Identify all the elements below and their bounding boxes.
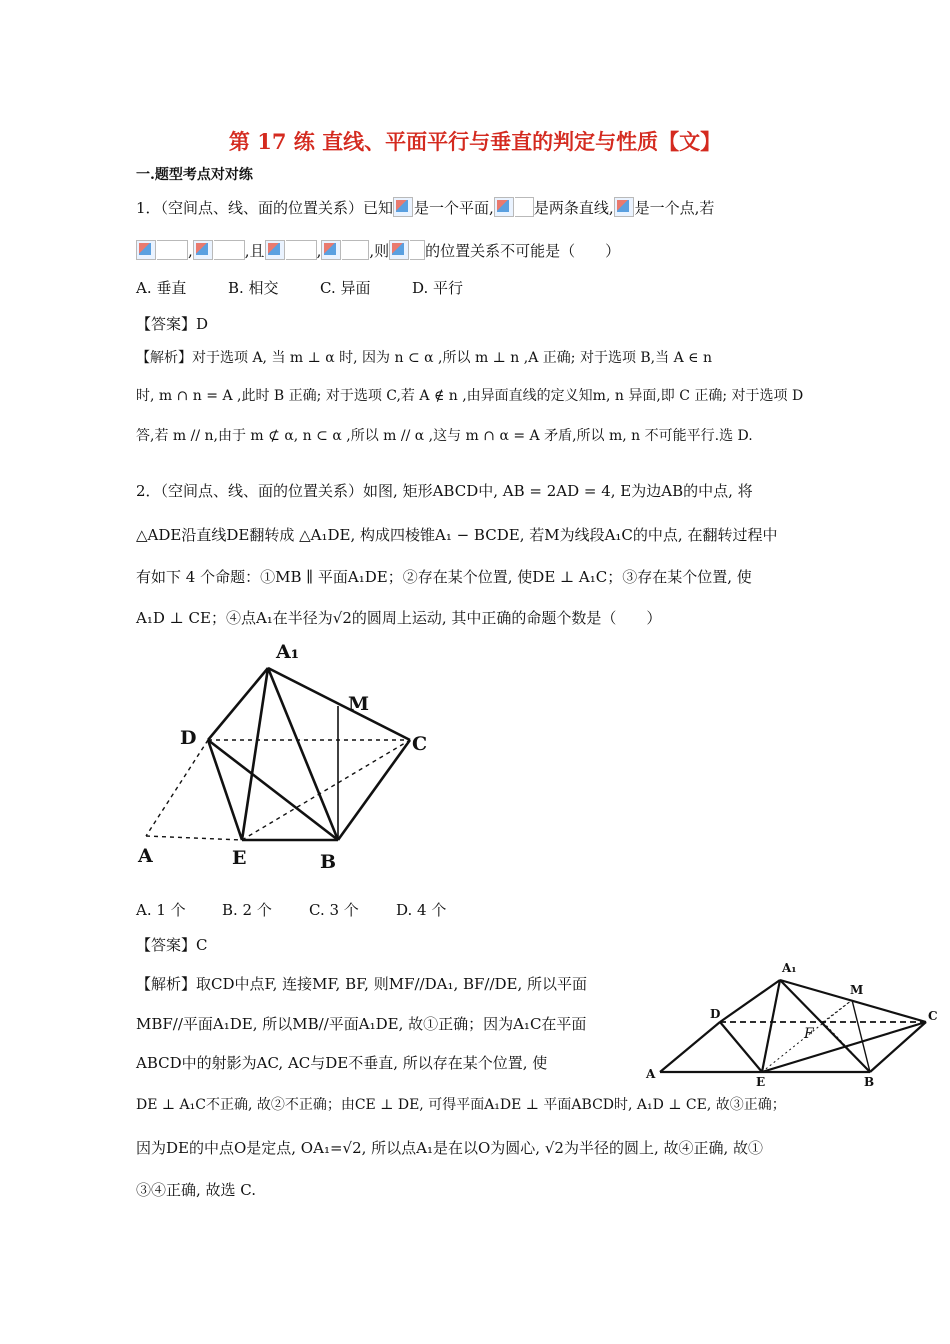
section-heading: 一.题型考点对对练 <box>136 167 253 183</box>
q2-option-b: B. 2 个 <box>222 901 272 919</box>
q1-text: 是两条直线, <box>533 199 614 217</box>
q2-analysis-line: ③④正确, 故选 C. <box>136 1181 257 1199</box>
label-a: A <box>646 1067 656 1081</box>
broken-image-icon <box>393 197 413 217</box>
q2-option-a: A. 1 个 <box>136 901 186 919</box>
label-b: B <box>320 851 337 873</box>
page-title: 第 17 练 直线、平面平行与垂直的判定与性质【文】 <box>228 129 722 154</box>
label-e: E <box>232 847 247 869</box>
q2-option-c: C. 3 个 <box>309 901 359 919</box>
image-box <box>342 240 369 260</box>
q2-answer: 【答案】C <box>136 936 208 954</box>
q1-analysis-line: 【解析】对于选项 A, 当 m ⊥ α 时, 因为 n ⊂ α ,所以 m ⊥ n ,A 正确; 对于选项 B,当 A ∈ n <box>136 350 712 366</box>
q1-text: 是一个平面, <box>414 199 494 217</box>
image-box <box>157 240 188 260</box>
label-f: F <box>804 1026 814 1042</box>
image-box <box>410 240 425 260</box>
q1-text: 是一个点,若 <box>634 199 715 217</box>
q2-line: A₁D ⊥ CE；④点A₁在半径为√2的圆周上运动, 其中正确的命题个数是（ ） <box>136 609 662 627</box>
q1-option-b: B. 相交 <box>228 279 279 297</box>
q1-analysis-line: 时, m ∩ n = A ,此时 B 正确; 对于选项 C,若 A ∉ n ,由异面直线的定义知m, n 异面,即 C 正确; 对于选项 D <box>136 388 804 404</box>
q2-analysis-line: 因为DE的中点O是定点, OA₁=√2, 所以点A₁是在以O为圆心, √2为半径的圆上, 故④正确, 故① <box>136 1139 764 1157</box>
label-b: B <box>864 1075 875 1089</box>
q1-analysis-line: 答,若 m // n,由于 m ⊄ α, n ⊂ α ,所以 m // α ,这与 m ∩ α = A 矛盾,所以 m, n 不可能平行.选 D. <box>136 428 753 444</box>
label-a1: A₁ <box>782 961 797 975</box>
q1-line-2 <box>136 240 620 261</box>
label-d: D <box>180 727 197 749</box>
broken-image-icon <box>494 197 514 217</box>
label-a: A <box>138 845 153 867</box>
image-box <box>515 197 534 217</box>
broken-image-icon <box>193 240 213 260</box>
label-c: C <box>412 733 428 755</box>
broken-image-icon <box>389 240 409 260</box>
q2-line: △ADE沿直线DE翻转成 △A₁DE, 构成四棱锥A₁ − BCDE, 若M为线段A₁C的中点, 在翻转过程中 <box>136 526 778 544</box>
q2-analysis-line: DE ⊥ A₁C不正确, 故②不正确；由CE ⊥ DE, 可得平面A₁DE ⊥ 平面ABCD时, A₁D ⊥ CE, 故③正确； <box>136 1097 786 1113</box>
q1-option-d: D. 平行 <box>412 279 464 297</box>
q2-analysis-line: MBF//平面A₁DE, 所以MB//平面A₁DE, 故①正确；因为A₁C在平面 <box>136 1015 587 1033</box>
q1-text: , <box>316 242 322 260</box>
q2-line: 有如下 4 个命题：①MB ∥ 平面A₁DE；②存在某个位置, 使DE ⊥ A₁C；③存在某个位置, 使 <box>136 568 752 586</box>
broken-image-icon <box>321 240 341 260</box>
image-box <box>286 240 317 260</box>
q1-text: 1．（空间点、线、面的位置关系）已知 <box>136 199 394 217</box>
q2-analysis-line: 【解析】取CD中点F, 连接MF, BF, 则MF//DA₁, BF//DE, 所以平面 <box>136 975 588 993</box>
q1-option-c: C. 异面 <box>320 279 371 297</box>
q1-option-a: A. 垂直 <box>136 279 187 297</box>
label-m: M <box>348 693 370 715</box>
q1-answer: 【答案】D <box>136 315 209 333</box>
analysis-figure <box>640 960 940 1090</box>
label-a1: A₁ <box>276 641 300 663</box>
q1-text: 的位置关系不可能是（ ） <box>425 242 621 260</box>
label-c: C <box>928 1009 938 1023</box>
broken-image-icon <box>614 197 634 217</box>
image-box <box>214 240 245 260</box>
broken-image-icon <box>265 240 285 260</box>
label-m: M <box>850 983 864 997</box>
pyramid-figure <box>130 640 440 885</box>
q2-line: 2．（空间点、线、面的位置关系）如图, 矩形ABCD中, AB = 2AD = 4, E为边AB的中点, 将 <box>136 482 753 500</box>
q1-text: , <box>188 242 193 260</box>
label-e: E <box>756 1075 766 1089</box>
q1-text: ,则 <box>369 242 390 260</box>
broken-image-icon <box>136 240 156 260</box>
q1-text: ,且 <box>244 242 265 260</box>
label-d: D <box>710 1007 721 1021</box>
q2-option-d: D. 4 个 <box>396 901 447 919</box>
q2-analysis-line: ABCD中的射影为AC, AC与DE不垂直, 所以存在某个位置, 使 <box>136 1054 548 1072</box>
q1-line-1 <box>136 197 714 218</box>
